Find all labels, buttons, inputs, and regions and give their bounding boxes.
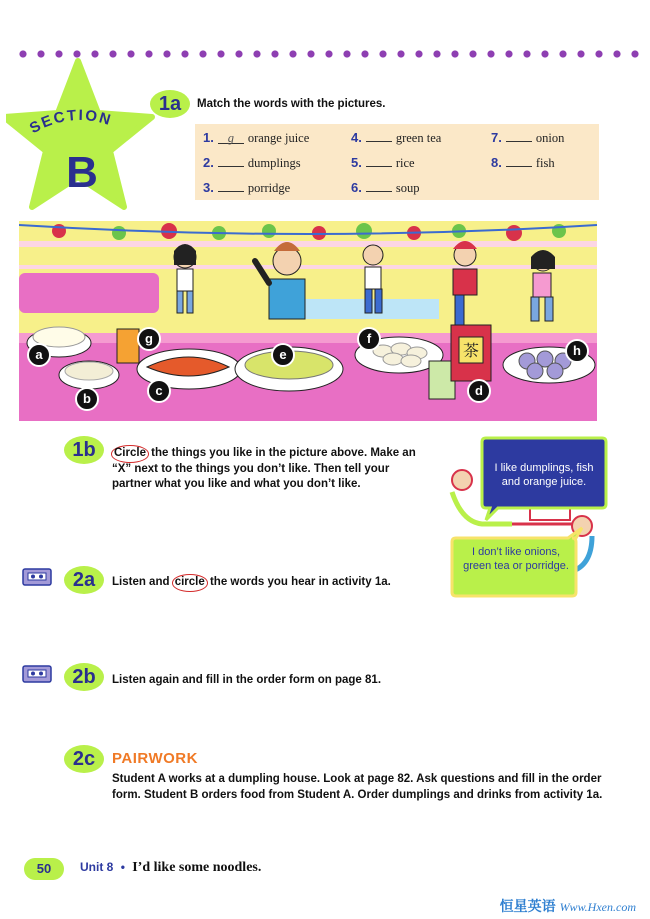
activity-1b-badge: 1b (64, 436, 104, 464)
circled-word: Circle (111, 445, 149, 463)
word-item: 6. soup (351, 180, 420, 195)
activity-2a-badge: 2a (64, 566, 104, 594)
word-item: 1. g orange juice (203, 130, 310, 145)
section-letter: B (66, 148, 98, 197)
answer-blank[interactable] (366, 181, 392, 192)
speech-bubble-like: I like dumplings, fish and orange juice. (494, 462, 594, 488)
picture-label-c: c (147, 379, 171, 403)
word-item: 8. fish (491, 155, 555, 170)
picture-label-b: b (75, 387, 99, 411)
activity-2b-badge: 2b (64, 663, 104, 691)
cassette-icon (22, 665, 52, 683)
word-item: 2. dumplings (203, 155, 301, 170)
restaurant-illustration (19, 221, 597, 421)
picture-label-f: f (357, 327, 381, 351)
answer-blank[interactable] (506, 156, 532, 167)
answer-blank[interactable] (218, 156, 244, 167)
section-word: SECTION (26, 106, 115, 138)
unit-title: I’d like some noodles. (132, 860, 262, 875)
activity-1b-instruction: Circle the things you like in the picture above. Make an “X” next to the things you don’t like. Then tell your partner what you like and what you don’t like. (112, 447, 416, 490)
picture-label-h: h (565, 339, 589, 363)
word-item: 3. porridge (203, 180, 291, 195)
tea-box-sign: 茶 (462, 341, 480, 360)
answer-blank[interactable] (506, 131, 532, 142)
activity-2c-instruction: Student A works at a dumpling house. Look at page 82. Ask questions and fill in the order form. Student B orders food from Student A. Order dumplings and drinks from activity 1a. (112, 773, 603, 801)
activity-1a-badge: 1a (150, 90, 190, 118)
restaurant-scene-drawing (19, 221, 597, 421)
picture-label-d: d (467, 379, 491, 403)
answer-blank[interactable]: g (218, 133, 244, 144)
word-item: 4. green tea (351, 130, 442, 145)
section-star-badge (6, 55, 156, 215)
activity-2b-instruction: Listen again and fill in the order form on page 81. (112, 674, 382, 686)
speech-bubbles-illustration (442, 432, 608, 604)
page-number: 50 (24, 858, 64, 880)
watermark: 恒星英语 Www.Hxen.com (499, 899, 636, 915)
word-item: 5. rice (351, 155, 415, 170)
picture-label-e: e (271, 343, 295, 367)
answer-blank[interactable] (366, 156, 392, 167)
answer-blank[interactable] (366, 131, 392, 142)
picture-label-g: g (137, 327, 161, 351)
circled-word: circle (172, 574, 208, 592)
word-list-box (195, 124, 599, 200)
word-item: 7. onion (491, 130, 565, 145)
activity-2c-badge: 2c (64, 745, 104, 773)
speech-bubble-dislike: I don’t like onions, green tea or porridge. (463, 546, 569, 572)
activity-2a-instruction: Listen and circle the words you hear in activity 1a. (112, 575, 402, 591)
answer-blank[interactable] (218, 181, 244, 192)
footer-unit: Unit 8 • I’d like some noodles. (80, 860, 262, 875)
cassette-icon (22, 568, 52, 586)
picture-label-a: a (27, 343, 51, 367)
activity-1a-instruction: Match the words with the pictures. (197, 98, 386, 110)
pairwork-heading: PAIRWORK (112, 750, 198, 767)
